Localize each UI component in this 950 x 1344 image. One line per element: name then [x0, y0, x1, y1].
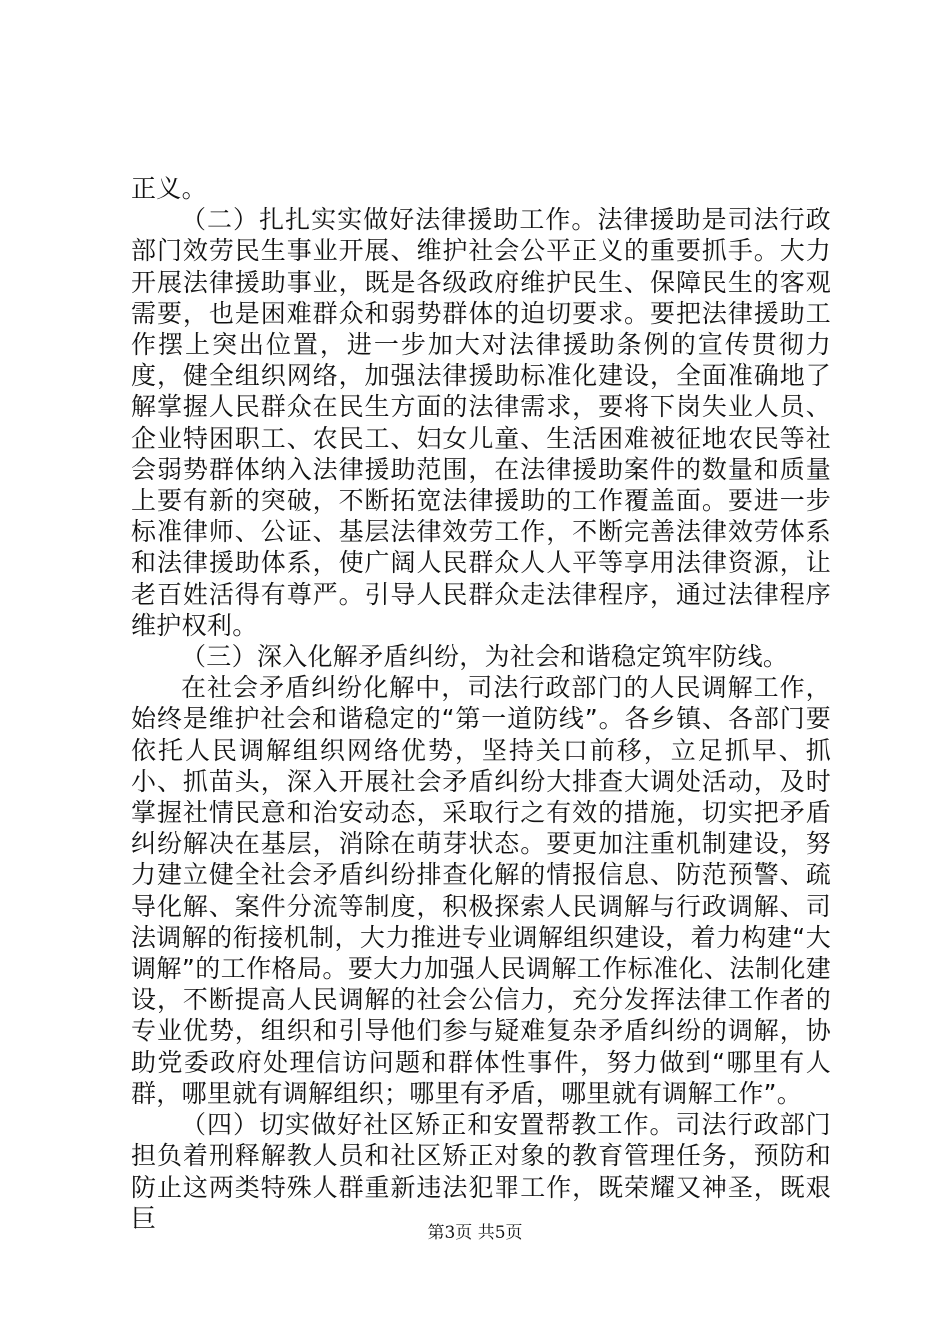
paragraph-heading-dispute-resolution: （三）深入化解矛盾纠纷，为社会和谐稳定筑牢防线。	[181, 642, 789, 672]
paragraph-mediation: 在社会矛盾纠纷化解中，司法行政部门的人民调解工作，始终是维护社会和谐稳定的“第一道防线”。各乡镇、各部门要依托人民调解组织网络优势，坚持关口前移，立足抓早、抓小、抓苗头，深入开展社会矛盾纠纷大排查大调处活动，及时掌握社情民意和治安动态，采取行之有效的措施，切实把矛盾纠纷解决在基层，消除在萌芽状态。要更加注重机制建设，努力建立健全社会矛盾纠纷排查化解的情报信息、防范预警、疏导化解、案件分流等制度，积极探索人民调解与行政调解、司法调解的衔接机制，大力推进专业调解组织建设，着力构建“大调解”的工作格局。要大力加强人民调解工作标准化、法制化建设，不断提高人民调解的社会公信力，充分发挥法律工作者的专业优势，组织和引导他们参与疑难复杂矛盾纠纷的调解，协助党委政府处理信访问题和群体性事件，努力做到“哪里有人群，哪里就有调解组织；哪里有矛盾，哪里就有调解工作”。	[131, 673, 831, 1108]
document-body	[131, 173, 831, 1234]
page-footer: 第3页 共5页	[427, 1223, 523, 1243]
paragraph-community-correction: （四）切实做好社区矫正和安置帮教工作。司法行政部门担负着刑释解教人员和社区矫正对象的教育管理任务，预防和防止这两类特殊人群重新违法犯罪工作，既荣耀又神圣，既艰巨	[131, 1110, 831, 1233]
paragraph-continuation: 正义。	[131, 174, 207, 203]
paragraph-legal-aid: （二）扎扎实实做好法律援助工作。法律援助是司法行政部门效劳民生事业开展、维护社会公平正义的重要抓手。大力开展法律援助事业，既是各级政府维护民生、保障民生的客观需要，也是困难群众和弱势群体的迫切要求。要把法律援助工作摆上突出位置，进一步加大对法律援助条例的宣传贯彻力度，健全组织网络，加强法律援助标准化建设，全面准确地了解掌握人民群众在民生方面的法律需求，要将下岗失业人员、企业特困职工、农民工、妇女儿童、生活困难被征地农民等社会弱势群体纳入法律援助范围，在法律援助案件的数量和质量上要有新的突破，不断拓宽法律援助的工作覆盖面。要进一步标准律师、公证、基层法律效劳工作，不断完善法律效劳体系和法律援助体系，使广阔人民群众人人平等享用法律资源，让老百姓活得有尊严。引导人民群众走法律程序，通过法律程序维护权利。	[131, 205, 831, 640]
